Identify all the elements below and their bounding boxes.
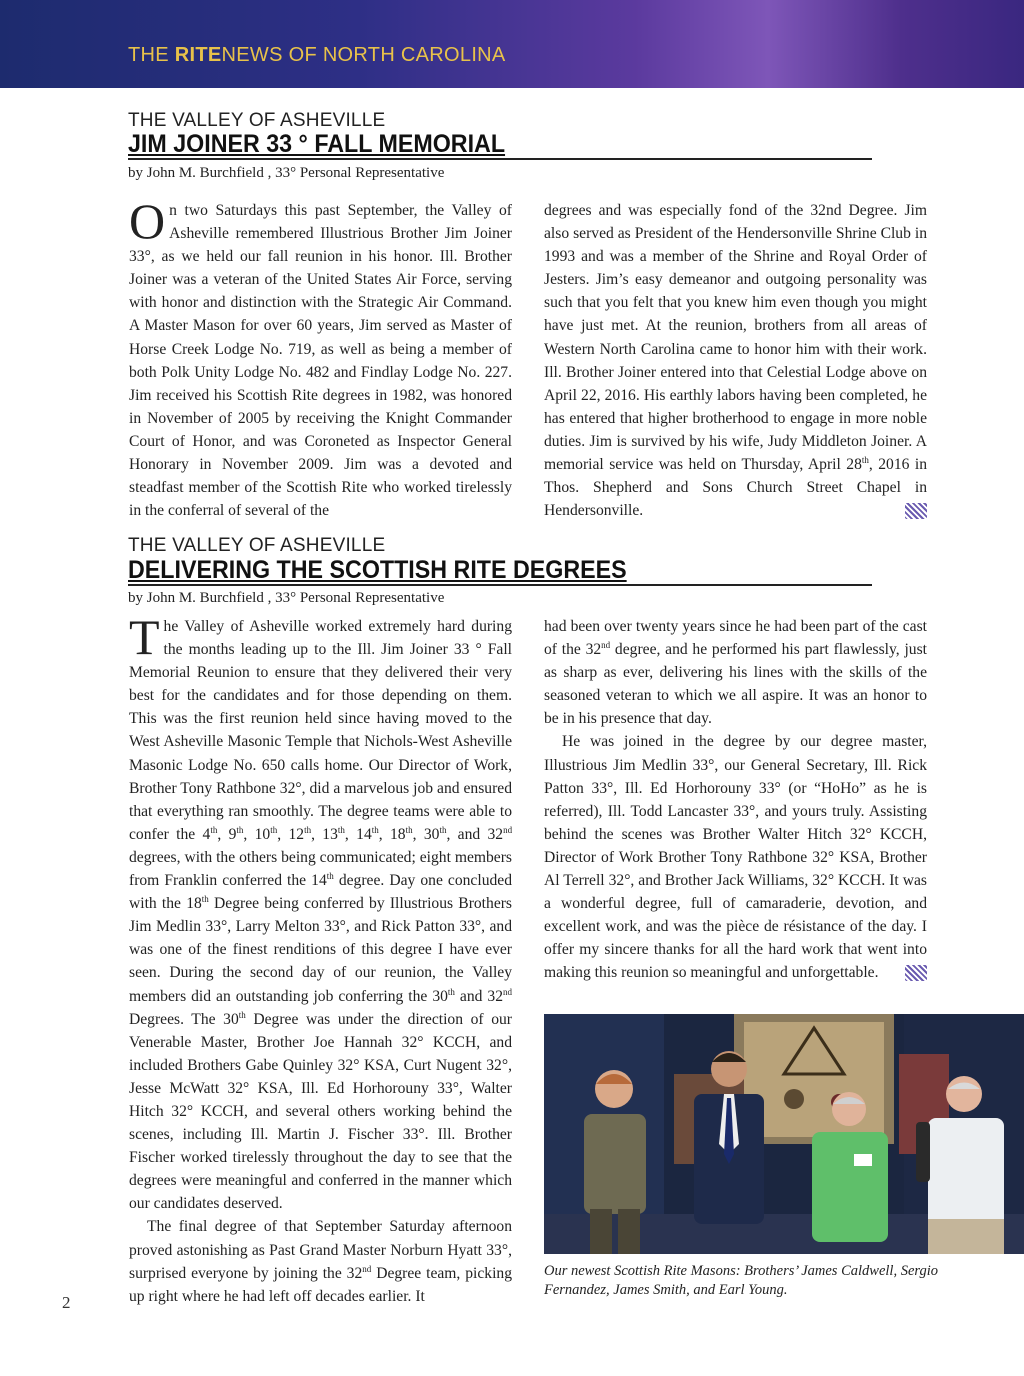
publication-title: THE RITENEWS OF NORTH CAROLINA — [128, 44, 506, 66]
end-mark-icon — [905, 965, 927, 981]
article2-kicker: THE VALLEY OF ASHEVILLE — [128, 535, 386, 556]
article2-column-1: The Valley of Asheville worked extremely hard during the months leading up to the Ill. Jim Joiner 33 ° Fall Memorial Reunion to ensure that they delivered their very best for the candidates and for those depending on them. This was the first reunion held since having moved to the West Asheville Masonic Temple that Nichols-West Asheville Masonic Lodge No. 650 calls home. Our Director of Work, Brother Tony Rathbone 32°, did a marvelous job and ensured that everything ran smoothly. The degree teams were able to confer the 4th, 9th, 10th, 12th, 13th, 14th, 18th, 30th, and 32nd degrees, with the others being communicated; eight members from Franklin conferred the 14th degree. Day one concluded with the 18th Degree being conferred by Illustrious Brothers Jim Medlin 33°, Larry Melton 33°, and Rick Patton 33°, and was one of the finest renditions of this degree I have ever seen. During the second day of our reunion, the Valley members did an outstanding job conferring the 30th and 32nd Degrees. The 30th Degree was under the direction of our Venerable Master, Brother Joe Hannah 32° KCCH, and included Brothers Gabe Quinley 32° KSA, Curt Nugent 32°, Jesse McWatt 32° KSA, Ill. Ed Horhorouny 33°, Walter Hitch 32° KCCH, and several others working behind the scenes, including Ill. Martin J. Fischer 33°. Ill. Brother Fischer worked tirelessly throughout the day to see that the degrees were meaningful and conferred in the manner which our candidates deserved. The final degree of that September Saturday afternoon proved astonishing as Past Grand Master Norburn Hyatt 33°, surprised everyone by joining the 32nd Degree team, picking up right where he had left off decades earlier. It — [129, 609, 513, 1305]
article2-column-2: had been over twenty years since he had been part of the cast of the 32nd degree, and he performed his part flawlessly, just as sharp as ever, delivering his lines with the skills of the seasoned veteran to which we all aspire. It was an honor to be in his presence that day. He was joined in the degree by our degree master, Illustrious Jim Medlin 33°, our General Secretary, Ill. Rick Patton 33°, Ill. Ed Horhorouny 33° (or “HoHo” as he is referred), Ill. Todd Lancaster 33°, and yours truly. Assisting behind the scenes was Brother Walter Hitch 32° KCCH, Director of Work Brother Tony Rathbone 32° KSA, Brother Al Terrell 32°, and Brother Jack Williams, 32° KCCH. It was a wonderful degree, full of camaraderie, devotion, and excellent work, and was the pièce de résistance of the day. I offer my sincere thanks for all the hard work that went into making this reunion so meaningful and unforgettable. — [544, 618, 927, 982]
header-banner — [0, 0, 1024, 88]
article1-kicker: THE VALLEY OF ASHEVILLE — [128, 110, 386, 131]
photo-caption: Our newest Scottish Rite Masons: Brothers’ James Caldwell, Sergio Fernandez, James Smith, and Earl Young. — [544, 1263, 939, 1298]
group-photo — [544, 1014, 1024, 1254]
article1-headline: JIM JOINER 33 ° FALL MEMORIAL — [128, 131, 872, 160]
end-mark-icon — [905, 503, 927, 519]
dropcap: O — [129, 193, 166, 249]
article1-column-2: degrees and was especially fond of the 32nd Degree. Jim also served as President of the Hendersonville Shrine Club in 1993 and was a member of the Shrine and Royal Order of Jesters. Jim’s easy demeanor and outgoing personality was such that you felt that you knew him even though you might have just met. At the reunion, brothers from all areas of Western North Carolina came to honor him with their work. Ill. Brother Joiner entered into that Celestial Lodge above on April 22, 2016. His earthly labors having been completed, he has entered that higher brotherhood to engage in more noble duties. Jim is survived by his wife, Judy Middleton Joiner. A memorial service was held on Thursday, April 28th, 2016 in Thos. Shepherd and Sons Church Street Chapel in Hendersonville. — [544, 202, 927, 520]
article2-byline: by John M. Burchfield , 33° Personal Representative — [128, 590, 445, 606]
page-number: 2 — [62, 1293, 71, 1312]
dropcap: T — [129, 609, 160, 665]
article1-column-1: On two Saturdays this past September, the Valley of Asheville remembered Illustrious Brother Jim Joiner 33°, as we held our fall reunion in his honor. Ill. Brother Joiner was a veteran of the United States Air Force, serving with honor and distinction with the Strategic Air Command. A Master Mason for over 60 years, Jim served as Master of Horse Creek Lodge No. 719, as well as being a member of both Polk Unity Lodge No. 482 and Findlay Lodge No. 227. Jim received his Scottish Rite degrees in 1982, was honored in November of 2005 by receiving the Knight Commander Court of Honor, and was Coroneted as Inspector General Honorary in November 2009. Jim was a devoted and steadfast member of the Scottish Rite who worked tirelessly in the conferral of several of the — [129, 193, 512, 520]
article2-headline: DELIVERING THE SCOTTISH RITE DEGREES — [128, 557, 872, 586]
article1-byline: by John M. Burchfield , 33° Personal Representative — [128, 165, 445, 181]
